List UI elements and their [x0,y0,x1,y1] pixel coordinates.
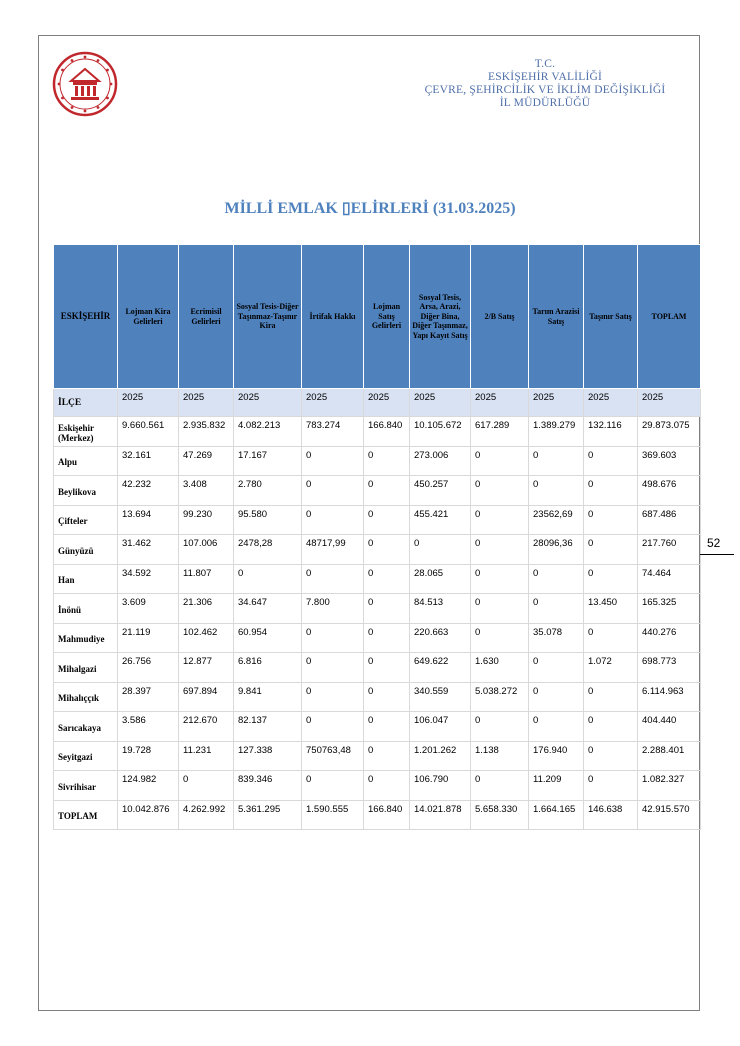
value-cell: 32.161 [118,446,179,476]
table-row [54,712,701,742]
value-cell: 4.262.992 [179,800,234,829]
value-cell: 0 [234,564,302,594]
district-name: Eskişehir (Merkez) [54,417,118,447]
value-cell: 498.676 [638,476,701,506]
value-cell: 2478,28 [234,535,302,565]
value-cell: 0 [364,771,410,801]
value-cell: 0 [302,505,364,535]
value-cell: 698.773 [638,653,701,683]
value-cell: 42.232 [118,476,179,506]
value-cell: 28.397 [118,682,179,712]
value-cell: 11.231 [179,741,234,771]
value-cell: 34.592 [118,564,179,594]
value-cell: 0 [364,505,410,535]
value-cell: 0 [529,682,584,712]
value-cell: 0 [584,446,638,476]
value-cell: 2.780 [234,476,302,506]
table-row [54,771,701,801]
column-header: İrtifak Hakkı [302,245,364,389]
table-header-row [54,245,701,389]
value-cell: 0 [364,535,410,565]
district-name: Çifteler [54,505,118,535]
value-cell: 0 [302,623,364,653]
value-cell: 3.586 [118,712,179,742]
year-cell: 2025 [179,389,234,417]
value-cell: 12.877 [179,653,234,683]
table-row [54,535,701,565]
value-cell: 102.462 [179,623,234,653]
value-cell: 29.873.075 [638,417,701,447]
table-row [54,417,701,447]
value-cell: 0 [584,771,638,801]
value-cell: 0 [584,505,638,535]
value-cell: 0 [471,505,529,535]
value-cell: 0 [364,446,410,476]
page-title: MİLLİ EMLAK ▯ELİRLERİ (31.03.2025) [224,200,516,217]
value-cell: 404.440 [638,712,701,742]
value-cell: 217.760 [638,535,701,565]
value-cell: 35.078 [529,623,584,653]
value-cell: 10.105.672 [410,417,471,447]
value-cell: 0 [364,682,410,712]
value-cell: 0 [529,564,584,594]
value-cell: 9.660.561 [118,417,179,447]
value-cell: 212.670 [179,712,234,742]
value-cell: 0 [584,623,638,653]
value-cell: 2.935.832 [179,417,234,447]
value-cell: 7.800 [302,594,364,624]
total-row [54,800,701,829]
table-row [54,505,701,535]
value-cell: 74.464 [638,564,701,594]
value-cell: 13.694 [118,505,179,535]
value-cell: 95.580 [234,505,302,535]
value-cell: 82.137 [234,712,302,742]
value-cell: 687.486 [638,505,701,535]
district-name: Beylikova [54,476,118,506]
year-cell: 2025 [638,389,701,417]
year-cell: 2025 [584,389,638,417]
value-cell: 106.047 [410,712,471,742]
table-row [54,446,701,476]
value-cell: 0 [179,771,234,801]
value-cell: 84.513 [410,594,471,624]
value-cell: 6.114.963 [638,682,701,712]
value-cell: 5.361.295 [234,800,302,829]
district-name: Han [54,564,118,594]
year-cell: 2025 [529,389,584,417]
header-line-ministry: ÇEVRE, ŞEHİRCİLİK VE İKLİM DEĞİŞİKLİĞİ [424,84,666,96]
district-name: Mahmudiye [54,623,118,653]
header-line-directorate: İL MÜDÜRLÜĞÜ [499,97,591,109]
value-cell: 165.325 [638,594,701,624]
value-cell: 0 [364,741,410,771]
value-cell: 21.119 [118,623,179,653]
value-cell: 617.289 [471,417,529,447]
value-cell: 0 [529,446,584,476]
value-cell: 0 [584,712,638,742]
year-cell: 2025 [410,389,471,417]
value-cell: 99.230 [179,505,234,535]
value-cell: 0 [584,564,638,594]
table-row [54,623,701,653]
year-cell: 2025 [364,389,410,417]
value-cell: 1.072 [584,653,638,683]
column-header: Taşınır Satış [584,245,638,389]
value-cell: 0 [364,623,410,653]
column-header: Sosyal Tesis, Arsa, Arazi, Diğer Bina, Diğer Taşınmaz, Yapı Kayıt Satış [410,245,471,389]
value-cell: 0 [529,476,584,506]
value-cell: 11.209 [529,771,584,801]
value-cell: 1.590.555 [302,800,364,829]
column-header: Sosyal Tesis-Diğer Taşınmaz-Taşınır Kira [234,245,302,389]
table-row [54,594,701,624]
value-cell: 132.116 [584,417,638,447]
district-name: Sivrihisar [54,771,118,801]
value-cell: 2.288.401 [638,741,701,771]
value-cell: 9.841 [234,682,302,712]
value-cell: 127.338 [234,741,302,771]
column-header: TOPLAM [638,245,701,389]
value-cell: 450.257 [410,476,471,506]
value-cell: 0 [529,712,584,742]
row-label: İLÇE [54,389,118,417]
value-cell: 0 [584,741,638,771]
value-cell: 60.954 [234,623,302,653]
header-line-tc: T.C. [534,58,556,70]
value-cell: 1.664.165 [529,800,584,829]
page-number-rule [700,554,734,555]
district-name: TOPLAM [54,800,118,829]
value-cell: 21.306 [179,594,234,624]
value-cell: 0 [471,623,529,653]
district-name: Alpu [54,446,118,476]
value-cell: 0 [584,682,638,712]
value-cell: 3.408 [179,476,234,506]
value-cell: 14.021.878 [410,800,471,829]
value-cell: 1.138 [471,741,529,771]
table-row [54,682,701,712]
year-cell: 2025 [302,389,364,417]
value-cell: 4.082.213 [234,417,302,447]
value-cell: 0 [364,476,410,506]
value-cell: 369.603 [638,446,701,476]
value-cell: 17.167 [234,446,302,476]
value-cell: 0 [302,476,364,506]
value-cell: 0 [302,564,364,594]
value-cell: 0 [364,712,410,742]
value-cell: 23562,69 [529,505,584,535]
value-cell: 1.630 [471,653,529,683]
value-cell: 0 [471,594,529,624]
column-header: Lojman Satış Gelirleri [364,245,410,389]
value-cell: 166.840 [364,800,410,829]
value-cell: 0 [364,564,410,594]
column-header: ESKİŞEHİR [54,245,118,389]
column-header: Tarım Arazisi Satış [529,245,584,389]
year-cell: 2025 [234,389,302,417]
institution-header [390,58,700,110]
value-cell: 0 [471,535,529,565]
value-cell: 106.790 [410,771,471,801]
value-cell: 6.816 [234,653,302,683]
column-header: 2/B Satış [471,245,529,389]
value-cell: 0 [364,653,410,683]
year-row [54,389,701,417]
value-cell: 697.894 [179,682,234,712]
district-name: Sarıcakaya [54,712,118,742]
district-name: Mihalgazi [54,653,118,683]
value-cell: 0 [471,712,529,742]
value-cell: 0 [471,476,529,506]
value-cell: 28.065 [410,564,471,594]
value-cell: 455.421 [410,505,471,535]
header-line-governorship: ESKİŞEHİR VALİLİĞİ [487,71,603,83]
year-cell: 2025 [471,389,529,417]
column-header: Lojman Kira Gelirleri [118,245,179,389]
table-row [54,741,701,771]
page-number: 52 [707,536,721,550]
value-cell: 19.728 [118,741,179,771]
value-cell: 273.006 [410,446,471,476]
district-name: Günyüzü [54,535,118,565]
value-cell: 0 [302,712,364,742]
table-row [54,653,701,683]
value-cell: 42.915.570 [638,800,701,829]
value-cell: 0 [529,653,584,683]
value-cell: 5.658.330 [471,800,529,829]
table-row [54,564,701,594]
district-name: Seyitgazi [54,741,118,771]
value-cell: 176.940 [529,741,584,771]
value-cell: 0 [302,682,364,712]
value-cell: 0 [364,594,410,624]
value-cell: 340.559 [410,682,471,712]
ministry-seal-icon [52,51,118,117]
value-cell: 0 [302,771,364,801]
value-cell: 0 [471,446,529,476]
district-name: İnönü [54,594,118,624]
district-name: Mihalıççık [54,682,118,712]
value-cell: 31.462 [118,535,179,565]
value-cell: 0 [410,535,471,565]
value-cell: 0 [529,594,584,624]
value-cell: 0 [471,564,529,594]
value-cell: 13.450 [584,594,638,624]
value-cell: 28096,36 [529,535,584,565]
value-cell: 10.042.876 [118,800,179,829]
value-cell: 750763,48 [302,741,364,771]
value-cell: 48717,99 [302,535,364,565]
value-cell: 11.807 [179,564,234,594]
value-cell: 26.756 [118,653,179,683]
value-cell: 3.609 [118,594,179,624]
value-cell: 440.276 [638,623,701,653]
value-cell: 783.274 [302,417,364,447]
revenue-table [53,244,701,830]
value-cell: 1.389.279 [529,417,584,447]
value-cell: 166.840 [364,417,410,447]
value-cell: 220.663 [410,623,471,653]
value-cell: 1.201.262 [410,741,471,771]
value-cell: 47.269 [179,446,234,476]
value-cell: 0 [584,476,638,506]
value-cell: 124.982 [118,771,179,801]
value-cell: 107.006 [179,535,234,565]
value-cell: 146.638 [584,800,638,829]
year-cell: 2025 [118,389,179,417]
value-cell: 1.082.327 [638,771,701,801]
value-cell: 34.647 [234,594,302,624]
value-cell: 649.622 [410,653,471,683]
value-cell: 0 [302,446,364,476]
value-cell: 839.346 [234,771,302,801]
value-cell: 0 [302,653,364,683]
value-cell: 0 [584,535,638,565]
value-cell: 5.038.272 [471,682,529,712]
column-header: Ecrimisil Gelirleri [179,245,234,389]
table-row [54,476,701,506]
value-cell: 0 [471,771,529,801]
